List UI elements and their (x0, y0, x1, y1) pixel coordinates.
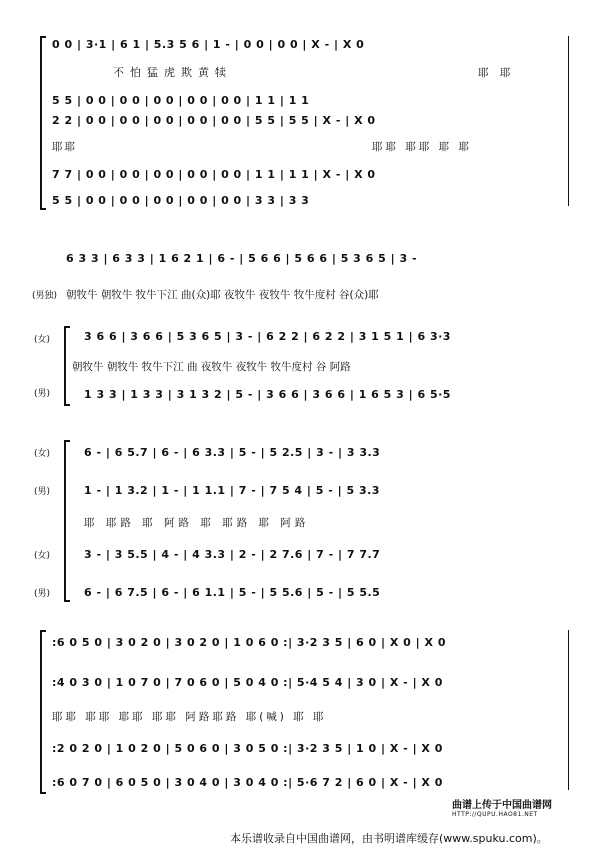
end-barline (568, 36, 569, 206)
stamp-url: HTTP://QUPU.HAO81.NET (452, 811, 538, 818)
notes-row: 7 7 | 0 0 | 0 0 | 0 0 | 0 0 | 0 0 | 1 1 | 1 1 | X - | X 0 (52, 168, 376, 181)
notes-row: 6 - | 6 5.7 | 6 - | 6 3.3 | 5 - | 5 2.5 | 3 - | 3 3.3 (84, 446, 381, 459)
stamp-title: 曲谱上传于中国曲谱网 (452, 800, 552, 811)
notes-row: 0 0 | 3·1 | 6 1 | 5.3 5 6 | 1 - | 0 0 | 0 0 | X - | X 0 (52, 38, 365, 51)
lyrics-line: 不怕猛虎欺黄犊 (113, 66, 232, 79)
notes-row: 2 2 | 0 0 | 0 0 | 0 0 | 0 0 | 0 0 | 5 5 | 5 5 | X - | X 0 (52, 114, 376, 127)
footer-text: 本乐谱收录自中国曲谱网，由书明谱库缓存(www.spuku.com)。 (230, 832, 548, 845)
notes-row: 6 - | 6 7.5 | 6 - | 6 1.1 | 5 - | 5 5.6 | 5 - | 5 5.5 (84, 586, 381, 599)
part-label: (男独) (32, 291, 58, 301)
system-bracket (40, 630, 46, 794)
lyrics-line: 耶耶 (52, 141, 77, 153)
part-label: (男) (34, 487, 51, 497)
notes-row: 6 3 3 | 6 3 3 | 1 6 2 1 | 6 - | 5 6 6 | 5 6 6 | 5 3 6 5 | 3 - (66, 252, 418, 265)
system-bracket (64, 440, 70, 602)
notes-row: 3 6 6 | 3 6 6 | 5 3 6 5 | 3 - | 6 2 2 | 6 2 2 | 3 1 5 1 | 6 3·3 (84, 330, 451, 343)
site-stamp (452, 796, 602, 818)
notes-row: :4 0 3 0 | 1 0 7 0 | 7 0 6 0 | 5 0 4 0 :| 5·4 5 4 | 3 0 | X - | X 0 (52, 676, 443, 689)
notes-row: 1 3 3 | 1 3 3 | 3 1 3 2 | 5 - | 3 6 6 | 3 6 6 | 1 6 5 3 | 6 5·5 (84, 388, 451, 401)
part-label: (男) (34, 589, 51, 599)
notes-row: 5 5 | 0 0 | 0 0 | 0 0 | 0 0 | 0 0 | 1 1 | 1 1 (52, 94, 310, 107)
part-label: (女) (34, 449, 51, 459)
end-barline (568, 630, 569, 790)
notes-row: :6 0 7 0 | 6 0 5 0 | 3 0 4 0 | 3 0 4 0 :| 5·6 7 2 | 6 0 | X - | X 0 (52, 776, 443, 789)
system-bracket (64, 326, 70, 406)
notes-row: :6 0 5 0 | 3 0 2 0 | 3 0 2 0 | 1 0 6 0 :| 3·2 3 5 | 6 0 | X 0 | X 0 (52, 636, 446, 649)
lyrics-line: 耶 耶路 耶 阿路 耶 耶路 耶 阿路 (84, 517, 310, 529)
notes-row: 3 - | 3 5.5 | 4 - | 4 3.3 | 2 - | 2 7.6 | 7 - | 7 7.7 (84, 548, 381, 561)
part-label: (女) (34, 335, 51, 345)
lyrics-line: 耶耶 耶耶 耶 耶 (372, 141, 473, 153)
notes-row: :2 0 2 0 | 1 0 2 0 | 5 0 6 0 | 3 0 5 0 :| 3·2 3 5 | 1 0 | X - | X 0 (52, 742, 443, 755)
notes-row: 1 - | 1 3.2 | 1 - | 1 1.1 | 7 - | 7 5 4 | 5 - | 5 3.3 (84, 484, 380, 497)
lyrics-line: 耶 耶 (478, 67, 515, 79)
lyrics-line: 朝牧牛 朝牧牛 牧牛下江 曲 夜牧牛 夜牧牛 牧牛度村 谷 阿路 (72, 361, 351, 373)
lyrics-line: 耶耶 耶耶 耶耶 耶耶 阿路耶路 耶(喊) 耶 耶 (52, 711, 327, 723)
part-label: (女) (34, 551, 51, 561)
notes-row: 5 5 | 0 0 | 0 0 | 0 0 | 0 0 | 0 0 | 3 3 | 3 3 (52, 194, 310, 207)
part-label: (男) (34, 389, 51, 399)
lyrics-line: 朝牧牛 朝牧牛 牧牛下江 曲(众)耶 夜牧牛 夜牧牛 牧牛度村 谷(众)耶 (66, 289, 379, 301)
system-bracket (40, 36, 46, 210)
